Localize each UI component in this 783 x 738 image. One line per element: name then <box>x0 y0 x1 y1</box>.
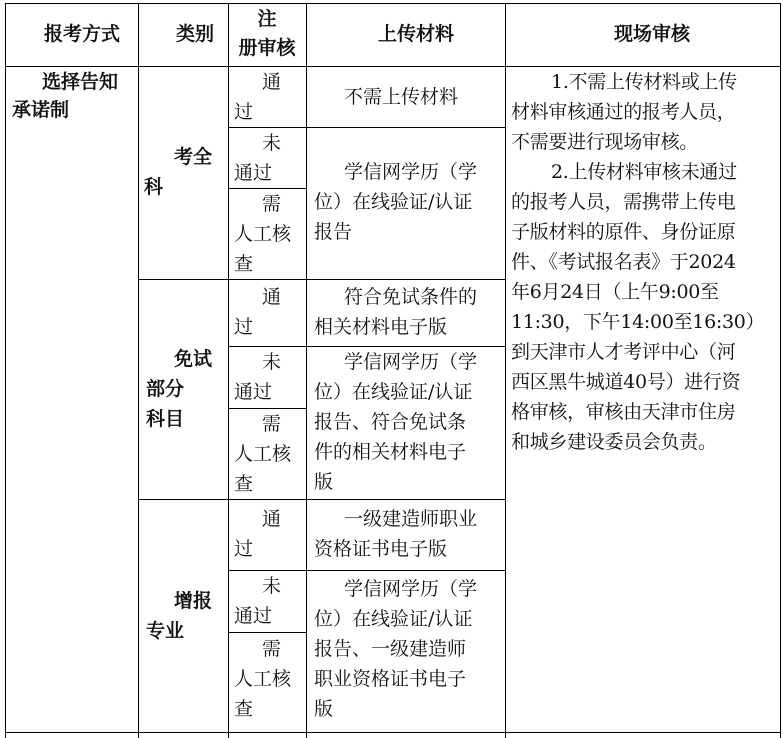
onsite-line: 材料审核通过的报考人员， <box>511 101 736 123</box>
table-border-left <box>5 3 6 738</box>
category-added-major: 增报 专业 <box>146 590 213 642</box>
onsite-line: 的报考人员，需携带上传电 <box>511 191 736 213</box>
onsite-review-instructions <box>511 67 779 457</box>
review-passed: 通 过 <box>234 508 282 560</box>
upload-requirement: 学信网学历（学 位）在线验证/认证 报告、一级建造师 职业资格证书电子 版 <box>314 578 478 720</box>
onsite-line: 年6月24日（上午9:00至 <box>511 281 719 303</box>
onsite-line: 不需要进行现场审核。 <box>511 131 699 153</box>
upload-requirement: 符合免试条件的 相关材料电子版 <box>314 286 478 338</box>
onsite-line: 1.不需上传材料或上传 <box>551 71 737 93</box>
upload-requirement: 学信网学历（学 位）在线验证/认证 报告 <box>314 161 478 243</box>
table-border-right <box>780 3 781 738</box>
header-onsite-review: 现场审核 <box>614 23 691 45</box>
onsite-line: 件、《考试报名表》于2024 <box>511 251 736 273</box>
review-failed: 未 通过 <box>234 351 282 403</box>
column-divider <box>306 3 307 738</box>
group-divider <box>138 279 505 280</box>
review-manual-check: 需 人工核 查 <box>234 638 292 720</box>
onsite-line: 11:30，下午14:00至16:30） <box>511 311 765 333</box>
review-passed: 通 过 <box>234 71 282 123</box>
upload-requirement: 一级建造师职业 资格证书电子版 <box>314 508 478 560</box>
onsite-line: 2.上传材料审核未通过 <box>551 161 737 183</box>
onsite-line: 和城乡建设委员会负责。 <box>511 431 717 453</box>
header-category: 类别 <box>176 23 215 45</box>
header-method: 报考方式 <box>44 23 121 45</box>
method-value: 选择告知 承诺制 <box>12 71 119 121</box>
group-divider <box>138 499 505 500</box>
onsite-line: 格审核，审核由天津市住房 <box>511 401 736 423</box>
column-divider <box>228 3 229 738</box>
table-border-bottom <box>5 732 780 733</box>
review-manual-check: 需 人工核 查 <box>234 193 292 275</box>
review-failed: 未 通过 <box>234 132 282 184</box>
onsite-line: 子版材料的原件、身份证原 <box>511 221 736 243</box>
table-border-top <box>5 3 780 4</box>
onsite-line: 到天津市人才考评中心（河 <box>511 341 736 363</box>
review-failed: 未 通过 <box>234 575 282 627</box>
review-passed: 通 过 <box>234 286 282 338</box>
header-registration-review: 注 册审核 <box>238 8 296 59</box>
onsite-line: 西区黑牛城道40号）进行资 <box>511 371 741 393</box>
category-exempt-subjects: 免试 部分 科目 <box>146 348 213 430</box>
review-manual-check: 需 人工核 查 <box>234 413 292 495</box>
column-divider <box>505 3 506 738</box>
upload-requirement: 学信网学历（学 位）在线验证/认证 报告、符合免试条 件的相关材料电子 版 <box>314 351 478 493</box>
upload-requirement: 不需上传材料 <box>344 86 459 108</box>
header-upload: 上传材料 <box>378 23 455 45</box>
column-divider <box>138 3 139 738</box>
review-divider <box>228 632 306 633</box>
category-full-subjects: 考全 科 <box>144 146 213 198</box>
